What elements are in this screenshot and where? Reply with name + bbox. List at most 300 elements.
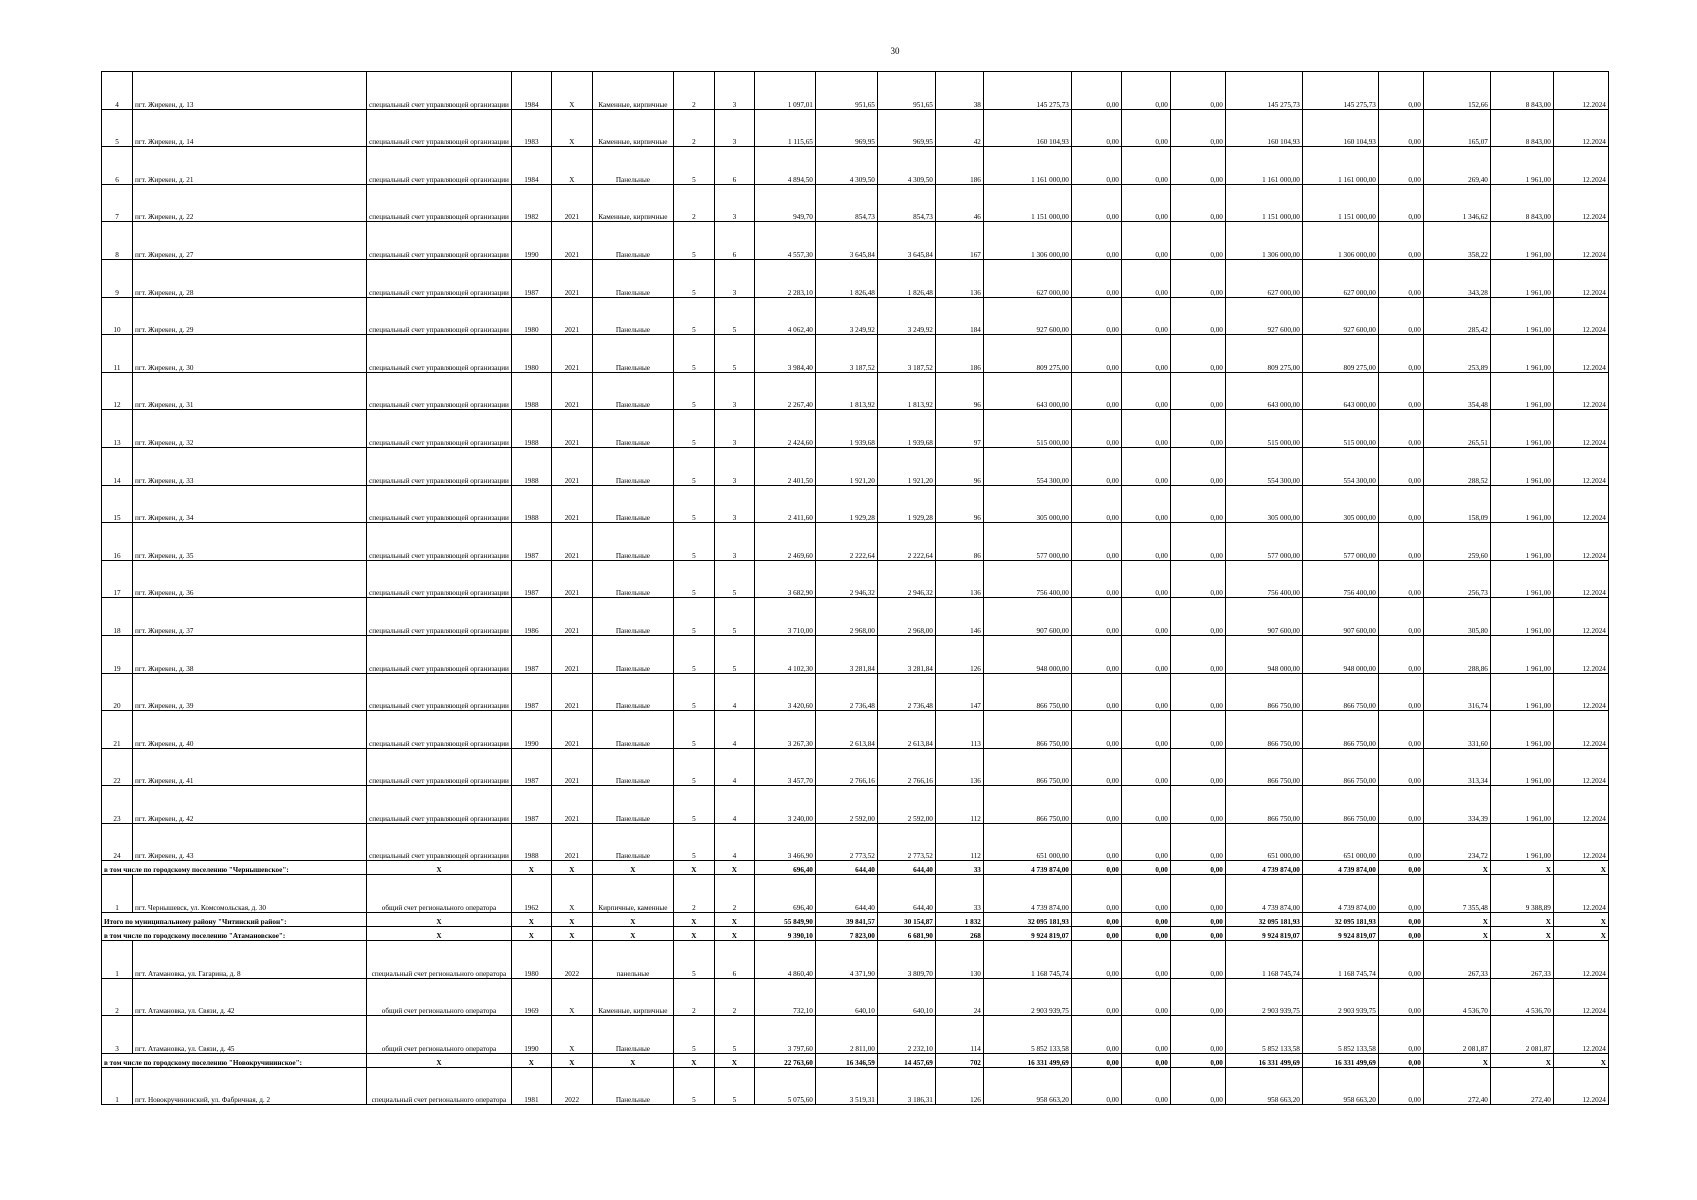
table-cell: 958 663,20: [1225, 1067, 1302, 1105]
table-cell: 1988: [511, 410, 551, 448]
table-cell: 9 924 819,07: [983, 927, 1071, 941]
table-cell: 3: [714, 410, 754, 448]
table-cell: 907 600,00: [983, 598, 1071, 636]
table-cell: 0,00: [1378, 1067, 1423, 1105]
table-cell: X: [673, 861, 714, 875]
table-cell: 3 710,00: [754, 598, 815, 636]
table-cell: 627 000,00: [1302, 259, 1378, 297]
table-cell: 0,00: [1378, 184, 1423, 222]
table-cell: 2 613,84: [877, 711, 935, 749]
table-cell: 2 903 939,75: [1225, 978, 1302, 1016]
table-cell: 12.2024: [1553, 635, 1608, 673]
table-cell: 2 766,16: [815, 748, 877, 786]
table-cell: Панельные: [592, 523, 673, 561]
table-cell: Панельные: [592, 372, 673, 410]
table-cell: 1 306 000,00: [983, 222, 1071, 260]
table-cell: 38: [935, 72, 983, 110]
table-cell: Панельные: [592, 711, 673, 749]
table-cell: специальный счет управляющей организации: [367, 635, 512, 673]
table-cell: 0,00: [1378, 560, 1423, 598]
table-cell: Панельные: [592, 560, 673, 598]
table-row: [102, 109, 1609, 147]
table-cell: 3: [714, 259, 754, 297]
table-cell: 147: [935, 673, 983, 711]
table-cell: 1 306 000,00: [1225, 222, 1302, 260]
table-cell: 331,60: [1423, 711, 1490, 749]
table-cell: 2021: [551, 560, 592, 598]
table-cell: панельные: [592, 941, 673, 979]
table-cell: 644,40: [815, 861, 877, 875]
table-cell: пгт. Жирекен, д. 39: [133, 673, 367, 711]
table-cell: 6: [714, 941, 754, 979]
table-cell: 2021: [551, 786, 592, 824]
table-cell: 12.2024: [1553, 1067, 1608, 1105]
table-cell: 1983: [511, 109, 551, 147]
table-cell: 2: [714, 978, 754, 1016]
table-cell: 0,00: [1121, 673, 1170, 711]
table-cell: Панельные: [592, 410, 673, 448]
table-cell: 145 275,73: [1302, 72, 1378, 110]
table-cell: X: [1490, 913, 1553, 927]
table-cell: 5: [673, 1016, 714, 1054]
table-cell: 644,40: [815, 875, 877, 913]
subtotal-label: в том числе по городскому поселению "Атамановское":: [102, 927, 367, 941]
table-cell: 2 773,52: [815, 823, 877, 861]
table-cell: 16: [102, 523, 133, 561]
table-cell: X: [1553, 927, 1608, 941]
table-row: [102, 786, 1609, 824]
table-cell: 2021: [551, 259, 592, 297]
table-cell: 9 924 819,07: [1302, 927, 1378, 941]
table-cell: 1981: [511, 1067, 551, 1105]
table-cell: 1 161 000,00: [983, 147, 1071, 185]
table-cell: 96: [935, 372, 983, 410]
table-cell: пгт. Новокручининский, ул. Фабричная, д. 2: [133, 1067, 367, 1105]
table-cell: 866 750,00: [983, 748, 1071, 786]
table-cell: 234,72: [1423, 823, 1490, 861]
table-cell: 46: [935, 184, 983, 222]
table-cell: Панельные: [592, 823, 673, 861]
table-cell: 3 457,70: [754, 748, 815, 786]
table-cell: 0,00: [1121, 748, 1170, 786]
table-cell: 5: [673, 786, 714, 824]
table-cell: 1 961,00: [1490, 485, 1553, 523]
table-cell: 4 739 874,00: [983, 875, 1071, 913]
table-cell: 756 400,00: [983, 560, 1071, 598]
table-cell: 12.2024: [1553, 297, 1608, 335]
table-cell: 13: [102, 410, 133, 448]
table-cell: 1987: [511, 523, 551, 561]
table-row: [102, 875, 1609, 913]
table-cell: 12: [102, 372, 133, 410]
table-cell: специальный счет управляющей организации: [367, 560, 512, 598]
table-cell: 1 961,00: [1490, 560, 1553, 598]
table-cell: 0,00: [1071, 72, 1121, 110]
table-row: [102, 978, 1609, 1016]
table-cell: Панельные: [592, 485, 673, 523]
table-cell: 0,00: [1071, 748, 1121, 786]
table-cell: 288,52: [1423, 447, 1490, 485]
table-cell: 0,00: [1121, 184, 1170, 222]
table-cell: 313,34: [1423, 748, 1490, 786]
table-cell: 12.2024: [1553, 147, 1608, 185]
table-cell: Кирпичные, каменные: [592, 875, 673, 913]
table-cell: 4: [714, 711, 754, 749]
table-cell: 0,00: [1170, 978, 1225, 1016]
table-row: [102, 184, 1609, 222]
table-cell: пгт. Жирекен, д. 42: [133, 786, 367, 824]
table-cell: 3 420,60: [754, 673, 815, 711]
table-cell: 0,00: [1378, 927, 1423, 941]
table-cell: 0,00: [1121, 335, 1170, 373]
table-cell: 6: [714, 147, 754, 185]
table-cell: Панельные: [592, 447, 673, 485]
table-cell: 0,00: [1121, 447, 1170, 485]
table-cell: 0,00: [1121, 523, 1170, 561]
table-cell: 4 739 874,00: [1302, 861, 1378, 875]
table-cell: 0,00: [1121, 222, 1170, 260]
table-cell: 5 852 133,58: [983, 1016, 1071, 1054]
table-cell: пгт. Жирекен, д. 29: [133, 297, 367, 335]
table-cell: специальный счет управляющей организации: [367, 259, 512, 297]
table-cell: пгт. Атамановка, ул. Связи, д. 42: [133, 978, 367, 1016]
table-cell: Каменные, кирпичные: [592, 978, 673, 1016]
table-cell: X: [714, 927, 754, 941]
table-cell: 0,00: [1071, 861, 1121, 875]
table-cell: пгт. Жирекен, д. 13: [133, 72, 367, 110]
table-cell: 1 939,68: [877, 410, 935, 448]
table-cell: 0,00: [1071, 335, 1121, 373]
table-row: [102, 1067, 1609, 1105]
table-cell: Панельные: [592, 297, 673, 335]
table-cell: 627 000,00: [983, 259, 1071, 297]
table-cell: 4: [714, 823, 754, 861]
table-cell: пгт. Жирекен, д. 37: [133, 598, 367, 636]
table-cell: X: [551, 913, 592, 927]
table-cell: 22 763,60: [754, 1053, 815, 1067]
table-cell: 2 946,32: [815, 560, 877, 598]
table-cell: 1 151 000,00: [983, 184, 1071, 222]
table-cell: 3: [714, 372, 754, 410]
table-cell: 2 736,48: [815, 673, 877, 711]
table-row: [102, 485, 1609, 523]
table-cell: X: [511, 1053, 551, 1067]
table-cell: 1 961,00: [1490, 598, 1553, 636]
table-cell: 0,00: [1071, 259, 1121, 297]
table-row: [102, 372, 1609, 410]
table-cell: 1 929,28: [815, 485, 877, 523]
table-cell: 2021: [551, 222, 592, 260]
table-cell: X: [1423, 861, 1490, 875]
table-cell: 644,40: [877, 861, 935, 875]
table-cell: 0,00: [1121, 1067, 1170, 1105]
table-cell: 7 355,48: [1423, 875, 1490, 913]
table-cell: 4 739 874,00: [1302, 875, 1378, 913]
table-cell: 2 766,16: [877, 748, 935, 786]
table-cell: 0,00: [1378, 941, 1423, 979]
table-cell: 5: [673, 560, 714, 598]
table-cell: 3 519,31: [815, 1067, 877, 1105]
table-cell: 8: [102, 222, 133, 260]
table-cell: 33: [935, 875, 983, 913]
table-cell: 0,00: [1121, 823, 1170, 861]
table-cell: 0,00: [1071, 927, 1121, 941]
table-cell: 167: [935, 222, 983, 260]
table-cell: 126: [935, 635, 983, 673]
table-cell: 0,00: [1071, 523, 1121, 561]
table-cell: X: [592, 927, 673, 941]
table-cell: 2021: [551, 711, 592, 749]
table-cell: 554 300,00: [1302, 447, 1378, 485]
table-cell: 5: [714, 1067, 754, 1105]
table-cell: 2 424,60: [754, 410, 815, 448]
table-cell: 12.2024: [1553, 560, 1608, 598]
table-cell: 5: [673, 372, 714, 410]
table-cell: 9 390,10: [754, 927, 815, 941]
table-cell: пгт. Жирекен, д. 35: [133, 523, 367, 561]
table-cell: 0,00: [1378, 335, 1423, 373]
table-cell: 1 921,20: [815, 447, 877, 485]
table-cell: X: [367, 861, 512, 875]
table-cell: 288,86: [1423, 635, 1490, 673]
table-cell: 4: [102, 72, 133, 110]
table-cell: Панельные: [592, 222, 673, 260]
table-cell: 0,00: [1071, 1053, 1121, 1067]
table-cell: 1 151 000,00: [1225, 184, 1302, 222]
table-cell: 0,00: [1170, 410, 1225, 448]
table-cell: 3 281,84: [815, 635, 877, 673]
table-cell: Каменные, кирпичные: [592, 72, 673, 110]
table-cell: 269,40: [1423, 147, 1490, 185]
table-cell: 640,10: [815, 978, 877, 1016]
table-cell: 0,00: [1378, 410, 1423, 448]
table-row: [102, 560, 1609, 598]
table-cell: 627 000,00: [1225, 259, 1302, 297]
table-cell: 1 961,00: [1490, 447, 1553, 485]
table-cell: 0,00: [1121, 635, 1170, 673]
table-cell: 24: [935, 978, 983, 1016]
table-cell: пгт. Жирекен, д. 40: [133, 711, 367, 749]
table-cell: 0,00: [1170, 941, 1225, 979]
table-cell: Панельные: [592, 748, 673, 786]
table-cell: 39 841,57: [815, 913, 877, 927]
table-cell: 866 750,00: [1302, 786, 1378, 824]
table-cell: X: [551, 109, 592, 147]
table-cell: пгт. Жирекен, д. 34: [133, 485, 367, 523]
table-cell: 5: [673, 147, 714, 185]
table-cell: 12.2024: [1553, 875, 1608, 913]
table-cell: 16 331 499,69: [1225, 1053, 1302, 1067]
table-cell: X: [367, 1053, 512, 1067]
table-cell: 0,00: [1121, 410, 1170, 448]
table-cell: 2: [673, 978, 714, 1016]
table-cell: 0,00: [1071, 786, 1121, 824]
table-cell: 2 903 939,75: [1302, 978, 1378, 1016]
table-cell: 11: [102, 335, 133, 373]
table-cell: X: [1553, 1053, 1608, 1067]
table-row: [102, 673, 1609, 711]
table-cell: 130: [935, 941, 983, 979]
table-cell: X: [551, 927, 592, 941]
table-cell: 5: [673, 748, 714, 786]
table-cell: 1987: [511, 259, 551, 297]
table-cell: 0,00: [1170, 184, 1225, 222]
table-cell: специальный счет управляющей организации: [367, 673, 512, 711]
table-cell: 0,00: [1378, 372, 1423, 410]
table-cell: 0,00: [1071, 673, 1121, 711]
table-cell: 17: [102, 560, 133, 598]
table-cell: 0,00: [1170, 1067, 1225, 1105]
table-cell: 0,00: [1121, 297, 1170, 335]
table-cell: 2021: [551, 410, 592, 448]
table-cell: 5: [673, 941, 714, 979]
table-cell: 515 000,00: [1225, 410, 1302, 448]
table-cell: 1 346,62: [1423, 184, 1490, 222]
table-cell: 949,70: [754, 184, 815, 222]
table-cell: общий счет регионального оператора: [367, 875, 512, 913]
table-cell: 0,00: [1170, 147, 1225, 185]
table-cell: 3 249,92: [877, 297, 935, 335]
table-cell: 0,00: [1378, 711, 1423, 749]
table-cell: 316,74: [1423, 673, 1490, 711]
table-row: [102, 823, 1609, 861]
table-cell: 0,00: [1378, 978, 1423, 1016]
table-cell: 3 645,84: [877, 222, 935, 260]
table-cell: 6 681,90: [877, 927, 935, 941]
table-cell: пгт. Жирекен, д. 32: [133, 410, 367, 448]
table-cell: 354,48: [1423, 372, 1490, 410]
table-cell: 0,00: [1378, 147, 1423, 185]
table-cell: 5: [673, 447, 714, 485]
table-cell: 12.2024: [1553, 485, 1608, 523]
table-cell: X: [714, 1053, 754, 1067]
table-cell: 0,00: [1121, 259, 1170, 297]
table-cell: 6: [102, 147, 133, 185]
table-cell: 86: [935, 523, 983, 561]
table-row: [102, 72, 1609, 110]
table-cell: 0,00: [1121, 913, 1170, 927]
table-cell: 12.2024: [1553, 184, 1608, 222]
table-cell: специальный счет управляющей организации: [367, 598, 512, 636]
table-cell: 1988: [511, 372, 551, 410]
table-cell: 651 000,00: [1225, 823, 1302, 861]
table-cell: пгт. Атамановка, ул. Связи, д. 45: [133, 1016, 367, 1054]
table-row: [102, 147, 1609, 185]
table-cell: 0,00: [1071, 560, 1121, 598]
table-cell: 1 961,00: [1490, 786, 1553, 824]
table-cell: 12.2024: [1553, 447, 1608, 485]
table-cell: 1 961,00: [1490, 711, 1553, 749]
table-cell: 2021: [551, 447, 592, 485]
table-cell: 1984: [511, 72, 551, 110]
table-cell: 2 946,32: [877, 560, 935, 598]
table-cell: 8 843,00: [1490, 184, 1553, 222]
table-cell: 2 592,00: [815, 786, 877, 824]
table-cell: 809 275,00: [983, 335, 1071, 373]
table-cell: 0,00: [1121, 598, 1170, 636]
table-cell: 2 811,00: [815, 1016, 877, 1054]
table-cell: 1990: [511, 1016, 551, 1054]
table-cell: 0,00: [1071, 875, 1121, 913]
table-cell: 651 000,00: [1302, 823, 1378, 861]
table-cell: 643 000,00: [1302, 372, 1378, 410]
table-cell: 5: [673, 598, 714, 636]
table-cell: 1 813,92: [815, 372, 877, 410]
table-cell: специальный счет управляющей организации: [367, 410, 512, 448]
table-cell: пгт. Жирекен, д. 22: [133, 184, 367, 222]
table-cell: 651 000,00: [983, 823, 1071, 861]
table-cell: 0,00: [1170, 259, 1225, 297]
table-cell: пгт. Жирекен, д. 43: [133, 823, 367, 861]
table-cell: 640,10: [877, 978, 935, 1016]
table-cell: 0,00: [1378, 913, 1423, 927]
table-cell: 0,00: [1170, 711, 1225, 749]
table-cell: Панельные: [592, 598, 673, 636]
table-cell: 4 739 874,00: [1225, 875, 1302, 913]
table-cell: 0,00: [1378, 861, 1423, 875]
table-cell: 0,00: [1378, 485, 1423, 523]
table-cell: 5 852 133,58: [1225, 1016, 1302, 1054]
table-cell: 0,00: [1121, 1053, 1170, 1067]
table-cell: 32 095 181,93: [983, 913, 1071, 927]
table-cell: 696,40: [754, 875, 815, 913]
table-cell: X: [673, 927, 714, 941]
table-cell: Панельные: [592, 1016, 673, 1054]
table-cell: 1962: [511, 875, 551, 913]
table-cell: 152,66: [1423, 72, 1490, 110]
table-cell: 12.2024: [1553, 1016, 1608, 1054]
table-cell: 285,42: [1423, 297, 1490, 335]
table-cell: 12.2024: [1553, 786, 1608, 824]
table-cell: 0,00: [1378, 447, 1423, 485]
table-cell: 1 961,00: [1490, 635, 1553, 673]
table-cell: 4 536,70: [1423, 978, 1490, 1016]
table-cell: 5: [673, 222, 714, 260]
table-cell: 158,09: [1423, 485, 1490, 523]
table-cell: 267,33: [1490, 941, 1553, 979]
table-cell: 1987: [511, 635, 551, 673]
table-cell: X: [1490, 861, 1553, 875]
table-cell: 2021: [551, 297, 592, 335]
table-cell: 1: [102, 941, 133, 979]
table-row: [102, 335, 1609, 373]
table-cell: 2021: [551, 823, 592, 861]
table-cell: 554 300,00: [1225, 447, 1302, 485]
table-cell: 0,00: [1378, 635, 1423, 673]
table-cell: 12.2024: [1553, 335, 1608, 373]
table-cell: 9: [102, 259, 133, 297]
table-cell: 3 645,84: [815, 222, 877, 260]
table-cell: X: [367, 927, 512, 941]
table-cell: 2021: [551, 184, 592, 222]
table-cell: 3: [714, 72, 754, 110]
table-cell: 0,00: [1121, 927, 1170, 941]
table-cell: 160 104,93: [1225, 109, 1302, 147]
table-cell: специальный счет управляющей организации: [367, 447, 512, 485]
subtotal-row: [102, 1053, 1609, 1067]
table-cell: 2 592,00: [877, 786, 935, 824]
table-cell: 696,40: [754, 861, 815, 875]
table-cell: 515 000,00: [983, 410, 1071, 448]
table-cell: 145 275,73: [983, 72, 1071, 110]
table-cell: 5: [714, 598, 754, 636]
table-cell: 0,00: [1378, 523, 1423, 561]
table-cell: специальный счет управляющей организации: [367, 372, 512, 410]
table-cell: 2021: [551, 372, 592, 410]
subtotal-label: в том числе по городскому поселению "Новокручининское":: [102, 1053, 367, 1067]
table-cell: специальный счет управляющей организации: [367, 485, 512, 523]
table-cell: 0,00: [1121, 147, 1170, 185]
